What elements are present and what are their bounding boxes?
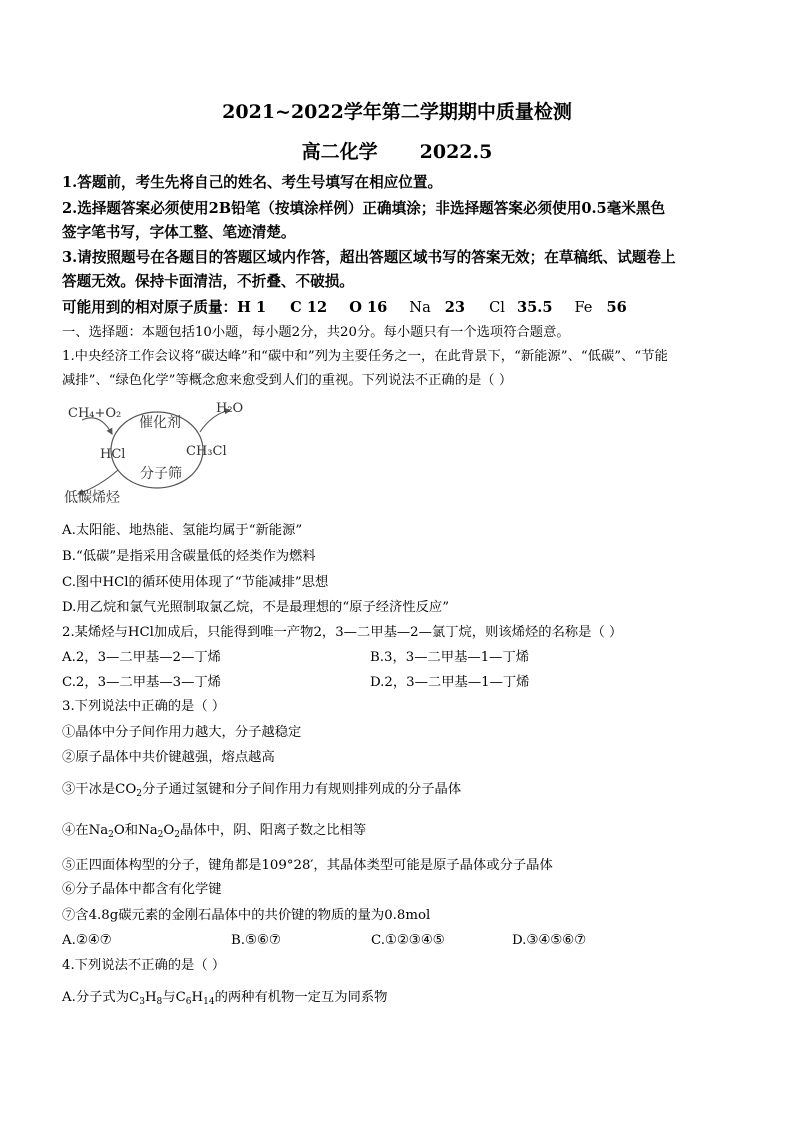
q3-statement-2: ②原子晶体中共价键越强，熔点越高 xyxy=(62,750,275,765)
q3-statement-7: ⑦含4.8g碳元素的金刚石晶体中的共价键的物质的量为0.8mol xyxy=(62,908,431,923)
q2-option-a: A.2，3—二甲基—2—丁烯 xyxy=(62,650,221,665)
q3-option-a: A.②④⑦ xyxy=(62,933,112,948)
q3-s4-part2: O和Na xyxy=(113,823,158,838)
q1-option-b: B.“低碳”是指采用含碳量低的烃类作为燃料 xyxy=(62,549,316,564)
label-low-carbon-olefin: 低碳烯烃 xyxy=(64,490,120,506)
label-molecular-sieve: 分子筛 xyxy=(140,466,182,482)
instruction-1: 1.答题前，考生先将自己的姓名、考生号填写在相应位置。 xyxy=(62,174,443,191)
mass-fe-symbol: Fe xyxy=(574,299,593,316)
atomic-masses-label: 可能用到的相对原子质量： xyxy=(62,299,238,316)
q3-s4-part3: O xyxy=(163,823,175,838)
q1-option-d: D.用乙烷和氯气光照制取氯乙烷，不是最理想的“原子经济性反应” xyxy=(62,600,450,615)
q2-option-b: B.3，3—二甲基—1—丁烯 xyxy=(370,650,530,665)
q4-a-sub4: 14 xyxy=(203,997,215,1007)
mass-cl-symbol: Cl xyxy=(489,299,505,316)
q4-a-sub1: 3 xyxy=(139,997,145,1007)
q3-statement-6: ⑥分子晶体中都含有化学键 xyxy=(62,882,222,897)
q3-s4-part4: 晶体中，阴、阳离子数之比相等 xyxy=(180,823,367,838)
q2-option-c: C.2，3—二甲基—3—丁烯 xyxy=(62,675,221,690)
atomic-masses xyxy=(62,299,627,317)
q3-option-c: C.①②③④⑤ xyxy=(371,933,445,948)
q4-a-part1: A.分子式为C xyxy=(62,990,140,1005)
q2-option-d: D.2，3—二甲基—1—丁烯 xyxy=(370,675,530,690)
mass-na-value: 23 xyxy=(444,299,466,316)
instruction-2-cont: 签字笔书写，字体工整、笔迹清楚。 xyxy=(62,224,296,241)
q3-statement-3 xyxy=(62,781,461,799)
q1-option-c: C.图中HCl的循环使用体现了“节能减排”思想 xyxy=(62,575,329,590)
label-h2o: H₂O xyxy=(216,401,244,416)
exam-title: 2021~2022学年第二学期期中质量检测 xyxy=(222,101,572,123)
q3-statement-1: ①晶体中分子间作用力越大，分子越稳定 xyxy=(62,725,302,740)
q3-s3-subscript: 2 xyxy=(136,789,142,799)
mass-na-symbol: Na xyxy=(409,299,431,316)
exam-date: 2022.5 xyxy=(419,141,493,163)
catalytic-cycle-diagram xyxy=(60,398,260,508)
label-hcl: HCl xyxy=(100,447,126,462)
subject-name: 高二化学 xyxy=(301,141,378,163)
q3-s3-part2: 分子通过氢键和分子间作用力有规则排列成的分子晶体 xyxy=(142,782,462,797)
instruction-3: 3.请按照题号在各题目的答题区域内作答，超出答题区域书写的答案无效；在草稿纸、试题卷上 xyxy=(62,249,676,266)
q3-statement-4 xyxy=(62,822,366,840)
q4-a-sub2: 8 xyxy=(156,997,163,1007)
q4-option-a xyxy=(62,989,387,1007)
instruction-3-cont: 答题无效。保持卡面清洁，不折叠、不破损。 xyxy=(62,273,354,290)
q4-a-part5: 的两种有机物一定互为同系物 xyxy=(214,990,388,1005)
mass-fe-value: 56 xyxy=(606,299,627,316)
q3-s4-part1: ④在Na xyxy=(62,823,109,838)
q3-statement-5: ⑤正四面体构型的分子，键角都是109°28′，其晶体类型可能是原子晶体或分子晶体 xyxy=(62,858,553,873)
instruction-2: 2.选择题答案必须使用2B铅笔（按填涂样例）正确填涂；非选择题答案必须使用0.5毫米黑色 xyxy=(62,200,666,217)
q1-option-a: A.太阳能、地热能、氢能均属于“新能源” xyxy=(62,523,303,538)
q3-stem: 3.下列说法中正确的是（ ） xyxy=(62,699,226,714)
q4-a-part4: H xyxy=(191,990,204,1005)
q2-stem: 2.某烯烃与HCl加成后，只能得到唯一产物2，3—二甲基—2—氯丁烷，则该烯烃的名称是（ ） xyxy=(62,625,623,640)
mass-cl-value: 35.5 xyxy=(516,299,553,316)
subject-line xyxy=(0,140,794,164)
q3-s4-sub1: 2 xyxy=(108,830,114,840)
q4-a-sub3: 6 xyxy=(185,997,192,1007)
q3-s4-sub2: 2 xyxy=(157,830,164,840)
label-ch4-o2: CH₄+O₂ xyxy=(68,406,122,421)
section-heading: 一、选择题：本题包括10小题，每小题2分，共20分。每小题只有一个选项符合题意。 xyxy=(62,325,570,340)
mass-h: H 1 xyxy=(237,299,267,316)
mass-c: C 12 xyxy=(290,299,328,316)
q1-stem-line2: 减排”、“绿色化学”等概念愈来愈受到人们的重视。下列说法不正确的是（ ） xyxy=(62,373,513,388)
q4-stem: 4.下列说法不正确的是（ ） xyxy=(62,958,226,973)
label-catalyst: 催化剂 xyxy=(139,415,181,431)
q3-s4-sub3: 2 xyxy=(174,830,181,840)
q3-option-b: B.⑤⑥⑦ xyxy=(231,933,281,948)
q1-stem-line1: 1.中央经济工作会议将“碳达峰”和“碳中和”列为主要任务之一，在此背景下，“新能源”、“低碳”、“节能 xyxy=(62,349,668,364)
q3-option-d: D.③④⑤⑥⑦ xyxy=(512,933,587,948)
mass-o: O 16 xyxy=(349,299,388,316)
q4-a-part3: 与C xyxy=(162,990,186,1005)
q4-a-part2: H xyxy=(144,990,157,1005)
label-ch3cl: CH₃Cl xyxy=(186,444,227,459)
q3-s3-part1: ③干冰是CO xyxy=(62,782,137,797)
